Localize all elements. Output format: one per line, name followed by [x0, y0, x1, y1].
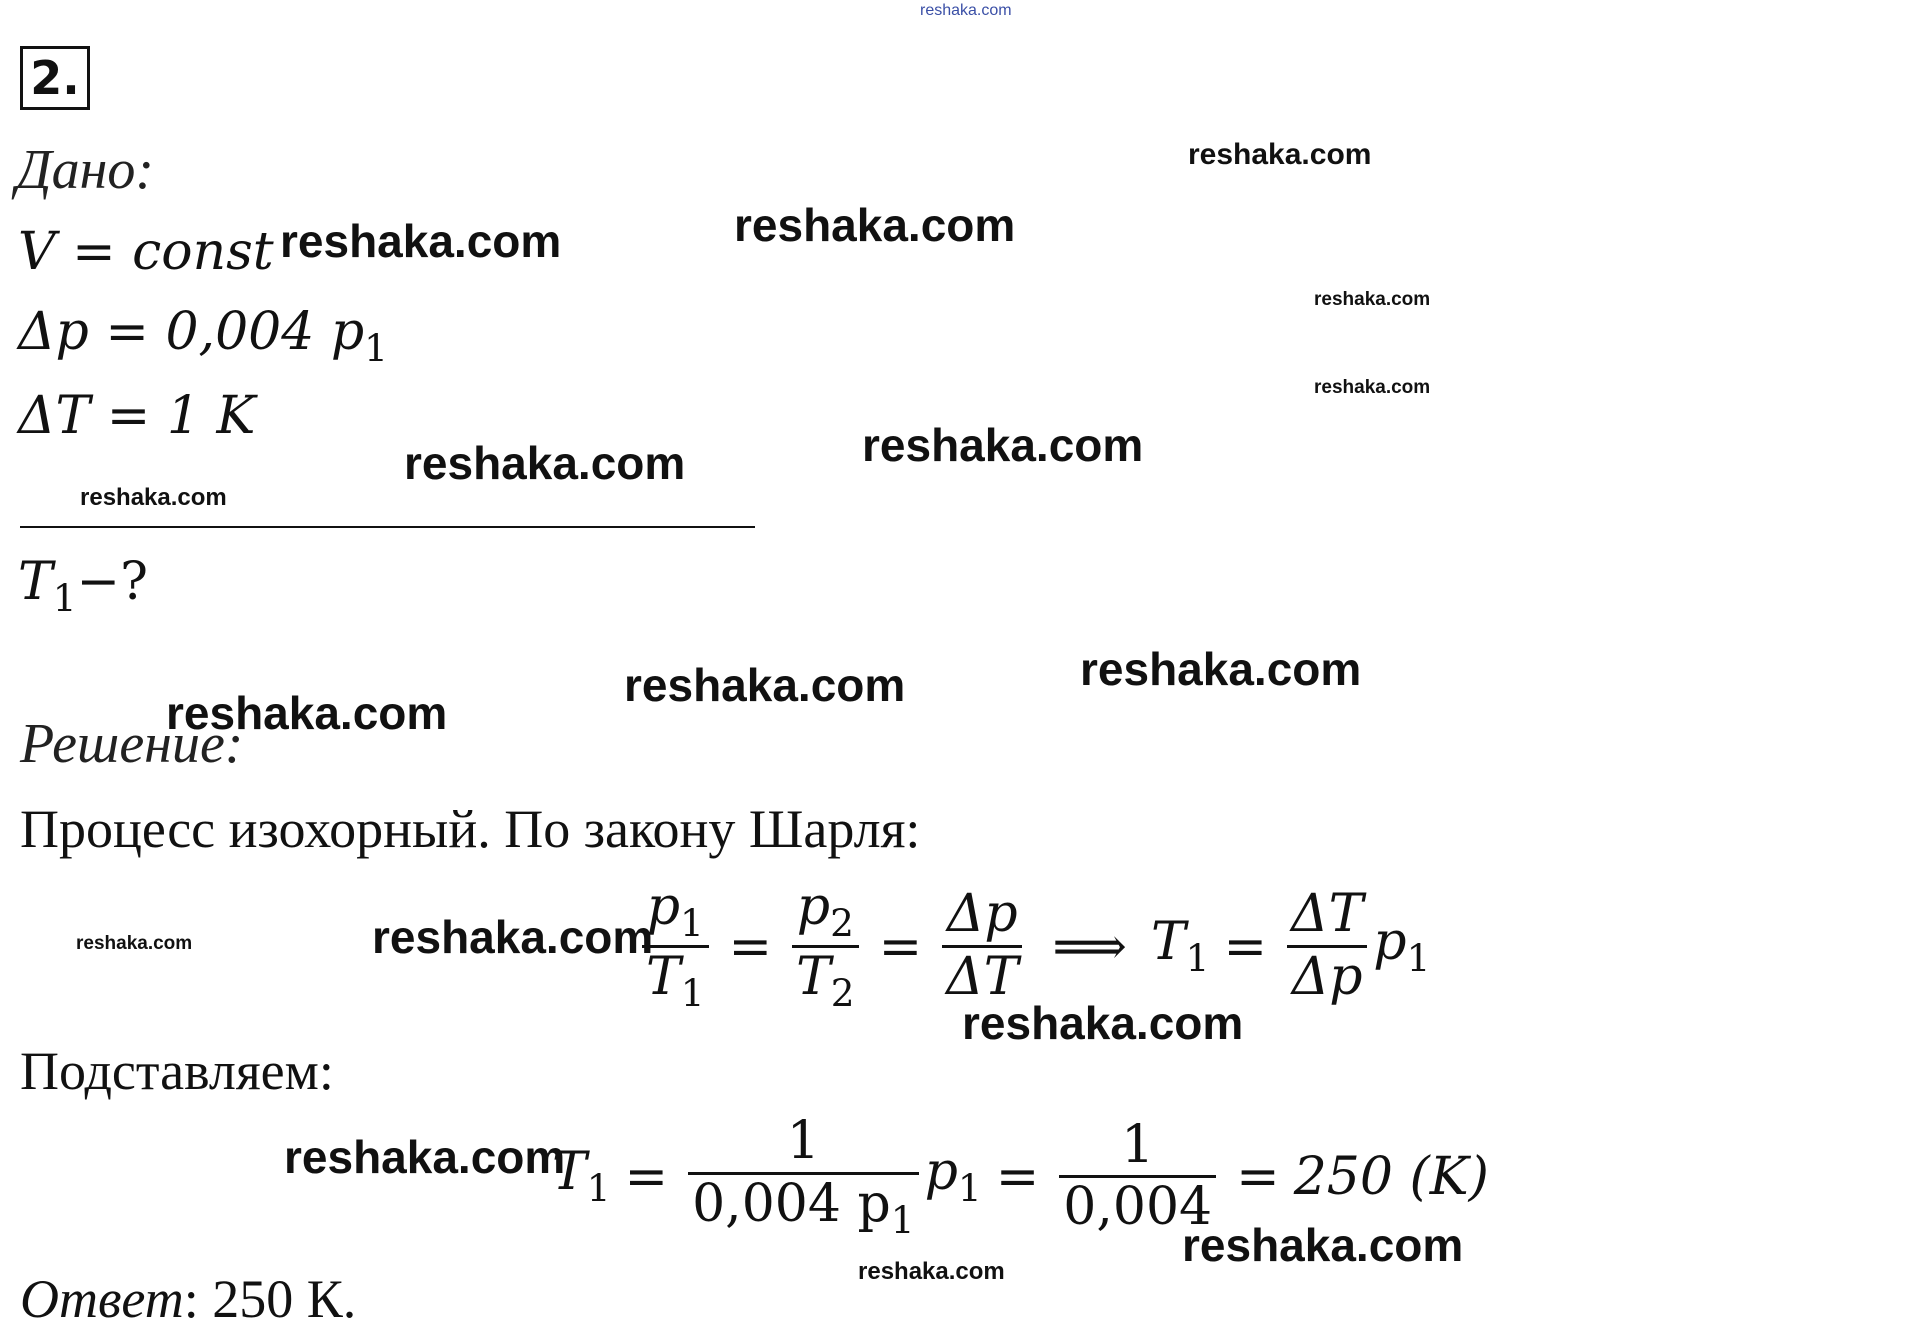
equals-sign: = — [1223, 916, 1268, 977]
watermark: reshaka.com — [1080, 643, 1362, 695]
frac2-den-sub: 2 — [830, 970, 855, 1015]
watermark: reshaka.com — [734, 199, 1016, 251]
problem-number: 2. — [20, 46, 90, 110]
formula2-mid-sub: 1 — [957, 1166, 982, 1211]
frac3-num: Δp — [946, 884, 1018, 945]
fraction-dt-dp — [1287, 885, 1367, 1008]
t1-lhs-symbol: T — [1150, 911, 1186, 972]
watermark: reshaka.com — [1314, 289, 1431, 310]
solution-sentence: Процесс изохорный. По закону Шарля: — [20, 799, 921, 859]
tail-symbol: p — [1373, 911, 1407, 972]
frac4-den: Δp — [1291, 947, 1363, 1008]
frac2-den: T — [796, 947, 831, 1008]
watermark: reshaka.com — [166, 687, 448, 739]
watermark: reshaka.com — [76, 933, 193, 954]
formula2-mid-symbol: p — [924, 1142, 958, 1203]
frac3-den: ΔT — [946, 947, 1019, 1008]
watermark: reshaka.com — [1314, 377, 1431, 398]
watermark: reshaka.com — [858, 1258, 1005, 1285]
watermark: reshaka.com — [372, 911, 654, 963]
given-divider — [20, 526, 755, 528]
watermark: reshaka.com — [284, 1131, 566, 1183]
watermark: reshaka.com — [1182, 1219, 1464, 1271]
find-symbol: T — [18, 552, 53, 612]
formula2-lhs-symbol: T — [552, 1142, 587, 1203]
watermark: reshaka.com — [80, 484, 227, 511]
given-heading: Дано: — [16, 139, 155, 201]
t1-lhs-sub: 1 — [1185, 935, 1210, 980]
solution-heading: Решение: — [20, 713, 244, 775]
equals-sign: = — [728, 916, 773, 977]
t1-lhs — [1150, 911, 1210, 980]
given-pressure-change — [18, 302, 388, 370]
watermark: reshaka.com — [962, 997, 1244, 1049]
frac5-den-sub: 1 — [890, 1197, 915, 1242]
find-line — [18, 552, 148, 620]
given-temperature-change: ΔT = 1 K — [18, 386, 256, 446]
answer-colon: : — [183, 1269, 199, 1329]
answer-label: Ответ — [20, 1269, 184, 1329]
frac5-den: 0,004 p — [692, 1173, 891, 1234]
fraction-1-over-0004p1 — [688, 1112, 919, 1242]
frac1-num-sub: 1 — [679, 900, 704, 945]
frac1-den-sub: 1 — [680, 970, 705, 1015]
frac4-num: ΔT — [1291, 884, 1364, 945]
watermark-top: reshaka.com — [920, 2, 1012, 19]
given-volume-const: V = const — [18, 222, 274, 282]
frac6-den: 0,004 — [1063, 1177, 1213, 1238]
equals-sign: = — [624, 1146, 669, 1207]
frac5-num: 1 — [786, 1111, 820, 1171]
tail-sub: 1 — [1406, 935, 1431, 980]
frac1-den: T — [646, 947, 681, 1008]
watermark: reshaka.com — [1188, 138, 1372, 171]
answer-line — [20, 1268, 356, 1330]
find-question: −? — [76, 552, 148, 612]
frac6-num: 1 — [1121, 1114, 1155, 1175]
formula2-result: 250 (K) — [1293, 1146, 1489, 1207]
find-symbol-sub: 1 — [52, 575, 77, 620]
equals-sign: = — [1236, 1146, 1280, 1207]
fraction-p2-t2 — [792, 878, 859, 1015]
given-pressure-change-sub: 1 — [364, 325, 388, 370]
given-pressure-change-text: Δp = 0,004 p — [18, 302, 365, 362]
implies-arrow: ⟹ — [1052, 916, 1127, 977]
equals-sign: = — [995, 1146, 1040, 1207]
watermark: reshaka.com — [404, 437, 686, 489]
fraction-dp-dt — [942, 885, 1022, 1008]
frac2-num: p — [796, 877, 831, 937]
charles-law-formula — [636, 878, 1430, 1015]
watermark: reshaka.com — [862, 419, 1144, 471]
substitute-text: Подставляем: — [20, 1041, 334, 1101]
formula2-mid — [924, 1142, 982, 1211]
equals-sign: = — [878, 916, 923, 977]
watermark: reshaka.com — [624, 659, 906, 711]
answer-value: 250 К. — [212, 1269, 357, 1329]
formula1-tail — [1373, 911, 1431, 980]
frac2-num-sub: 2 — [830, 900, 854, 945]
formula2-lhs-sub: 1 — [586, 1166, 611, 1211]
frac1-num: p — [646, 877, 680, 937]
watermark: reshaka.com — [280, 215, 562, 267]
